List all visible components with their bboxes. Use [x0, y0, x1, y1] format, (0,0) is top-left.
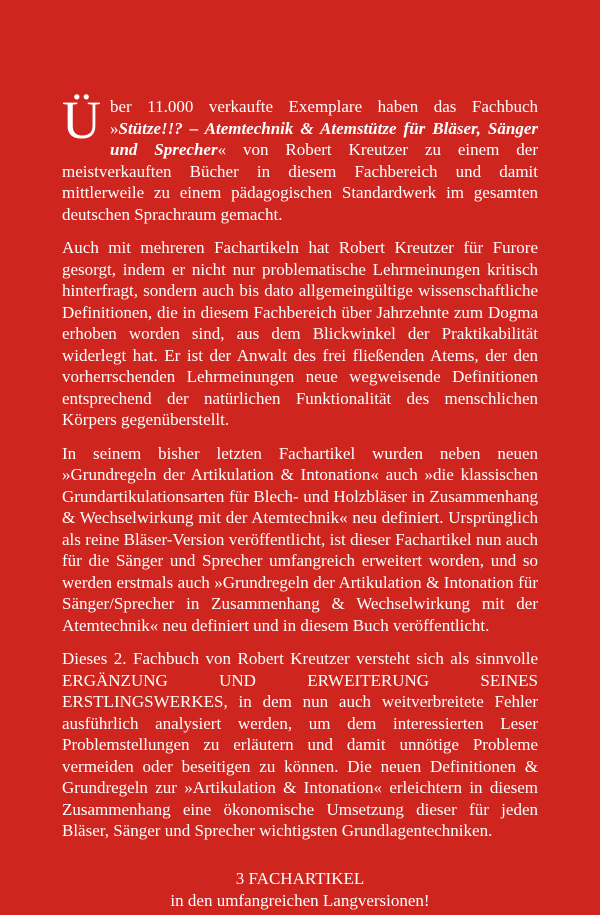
paragraph-zweites-fachbuch: Dieses 2. Fachbuch von Robert Kreutzer versteht sich als sinnvolle ERGÄNZUNG UND ERWEITERUNG SEINES ERSTLINGSWERKES, in dem nun auch weitverbreitete Fehler ausführlich analysiert werden, um dem interessierten Leser Problemstellungen zu erläutern und damit unnötige Probleme vermeiden oder beseitigen zu können. Die neuen Definitionen & Grundregeln zur »Artikulation & Intonation« erleichtern in diesem Zusammenhang eine ökonomische Umsetzung dieser für jeden Bläser, Sänger und Sprecher wichtigsten Grundlagentechniken. — [62, 649, 538, 840]
intro-tail-text: « von Robert Kreutzer zu einem der meistverkauften Bücher in diesem Fachbereich und damit mittlerweile zu einem pädagogischen Standardwerk im gesamten deutschen Sprachraum gemacht. — [62, 140, 538, 224]
paragraph-fachartikel: Auch mit mehreren Fachartikeln hat Robert Kreutzer für Furore gesorgt, indem er nicht nur problematische Lehrmeinungen kritisch hinterfragt, sondern auch bis dato allgemeingültige wissenschaftliche Definitionen, die in diesem Fachbereich über Jahrzehnte zum Dogma erhoben worden sind, aus dem Blickwinkel der Praktikabilität widerlegt hat. Er ist der Anwalt des frei fließenden Atems, der den vorherrschenden Lehrmeinungen neue wegweisende Definitionen entsprechend der natürlichen Funktionalität des menschlichen Körpers gegenüberstellt. — [62, 238, 538, 429]
dropcap-initial: Ü — [62, 90, 101, 150]
intro-lead-text: ber 11.000 verkaufte Exemplare haben das Fachbuch » — [110, 97, 538, 138]
book-title-text: Stütze!!? – Atemtechnik & Atemstütze für Bläser, Sänger und Sprecher — [110, 118, 538, 159]
intro-paragraph — [62, 90, 538, 225]
footer-line-2: in den umfangreichen Langversionen! — [170, 890, 430, 910]
paragraph-letzter-fachartikel: In seinem bisher letzten Fachartikel wurden neben neuen »Grundregeln der Artikulation & Intonation« auch »die klassischen Grundartikulationsarten für Blech- und Holzbläser in Zusammenhang & Wechselwirkung mit der Atemtechnik« neu definiert. Ursprünglich als reine Bläser-Version veröffentlicht, ist dieser Fachartikel nun auch für die Sänger und Sprecher umfangreich erweitert worden, und so werden erstmals auch »Grundregeln der Artikulation & Intonation für Sänger/Sprecher in Zusammenhang & Wechselwirkung mit der Atemtechnik« neu definiert und in diesem Buch veröffentlicht. — [62, 443, 538, 635]
footer-line-1: 3 FACHARTIKEL — [235, 868, 365, 888]
footer-note — [62, 868, 538, 912]
